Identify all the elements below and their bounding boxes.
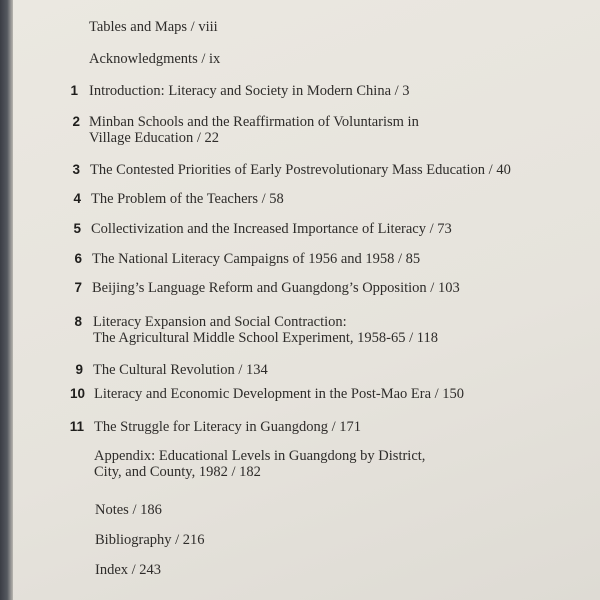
chapter-title: Introduction: Literacy and Society in Modern China / 3 — [89, 83, 410, 99]
chapter-title-continued: The Agricultural Middle School Experiment, 1958-65 / 118 — [93, 330, 438, 346]
chapter-number: 8 — [74, 314, 82, 329]
chapter-number: 7 — [74, 280, 82, 295]
chapter-number: 2 — [72, 114, 80, 129]
chapter-number: 5 — [73, 221, 81, 236]
chapter-title: The Problem of the Teachers / 58 — [91, 191, 284, 207]
chapter-title: The Struggle for Literacy in Guangdong / 171 — [94, 419, 361, 435]
toc-entry-title: Notes / 186 — [95, 502, 162, 518]
chapter-number: 4 — [73, 191, 81, 206]
toc-entry-title-continued: City, and County, 1982 / 182 — [94, 464, 261, 480]
toc-entry-title: Bibliography / 216 — [95, 532, 205, 548]
chapter-title: The National Literacy Campaigns of 1956 and 1958 / 85 — [92, 251, 421, 267]
chapter-title: Minban Schools and the Reaffirmation of Voluntarism in — [89, 114, 419, 130]
chapter-number: 6 — [74, 251, 82, 266]
chapter-title: Literacy Expansion and Social Contraction: — [93, 314, 347, 330]
chapter-title: The Cultural Revolution / 134 — [93, 362, 268, 378]
chapter-title: Collectivization and the Increased Importance of Literacy / 73 — [91, 221, 452, 237]
chapter-number: 1 — [70, 83, 78, 98]
chapter-number: 9 — [75, 362, 83, 377]
toc-entry-title: Appendix: Educational Levels in Guangdong by District, — [94, 448, 426, 464]
chapter-title-continued: Village Education / 22 — [89, 130, 219, 146]
chapter-number: 3 — [72, 162, 80, 177]
chapter-title: Beijing’s Language Reform and Guangdong’s Opposition / 103 — [92, 280, 460, 296]
toc-entry-title: Tables and Maps / viii — [89, 19, 218, 35]
chapter-title: Literacy and Economic Development in the Post-Mao Era / 150 — [94, 386, 465, 402]
toc-entry-title: Acknowledgments / ix — [89, 51, 221, 67]
chapter-number: 11 — [69, 419, 84, 434]
toc-entry-title: Index / 243 — [95, 562, 162, 578]
chapter-title: The Contested Priorities of Early Postrevolutionary Mass Education / 40 — [90, 162, 511, 178]
chapter-number: 10 — [69, 386, 85, 401]
